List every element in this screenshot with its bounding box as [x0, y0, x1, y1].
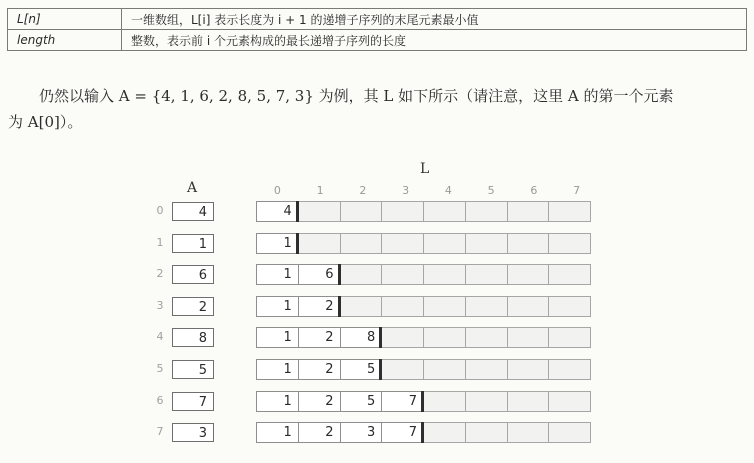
array-l-cell: 3	[340, 422, 383, 443]
array-a-cell: 5	[172, 360, 214, 379]
array-l-cell	[423, 422, 466, 443]
array-l-cell	[423, 296, 466, 317]
paragraph-line-1: 仍然以输入 A = {4, 1, 6, 2, 8, 5, 7, 3} 为例，其 L 如下所示（请注意，这里 A 的第一个元素	[39, 87, 674, 105]
length-marker	[296, 201, 299, 222]
variable-name: L[n]	[8, 9, 122, 30]
l-column-index: 3	[402, 184, 410, 197]
array-l-cell: 4	[256, 201, 299, 222]
array-l-cell	[423, 327, 466, 348]
array-l-cell	[507, 422, 550, 443]
array-a-cell: 8	[172, 328, 214, 347]
paragraph-line-2: 为 A[0]）。	[8, 113, 83, 131]
array-l-row	[256, 327, 598, 348]
array-l-cell	[507, 264, 550, 285]
row-index: 5	[156, 362, 164, 375]
array-l-row	[256, 359, 598, 380]
array-a-cell: 1	[172, 234, 214, 253]
row-index: 7	[156, 425, 164, 439]
array-l-cell	[507, 296, 550, 317]
length-marker	[379, 327, 382, 348]
array-l-cell	[298, 201, 341, 222]
array-l-cell	[423, 233, 466, 254]
array-l-cell	[381, 264, 424, 285]
variable-description: 一维数组，L[i] 表示长度为 i + 1 的递增子序列的末尾元素最小值	[122, 9, 747, 30]
length-marker	[338, 296, 341, 317]
array-l-cell	[507, 391, 550, 412]
array-l-cell: 6	[298, 264, 341, 285]
array-l-cell: 5	[340, 391, 383, 412]
array-l-cell	[548, 296, 591, 317]
length-marker	[296, 233, 299, 254]
array-l-cell	[423, 359, 466, 380]
array-l-cell	[465, 264, 508, 285]
l-column-index: 7	[573, 184, 581, 197]
array-l-cell: 2	[298, 391, 341, 412]
array-l-cell: 2	[298, 296, 341, 317]
array-l-row	[256, 201, 598, 222]
array-l-cell: 1	[256, 391, 299, 412]
array-a-cell: 7	[172, 392, 214, 411]
array-l-cell: 1	[256, 296, 299, 317]
array-l-cell: 8	[340, 327, 383, 348]
array-l-cell	[423, 201, 466, 222]
array-l-cell	[381, 201, 424, 222]
array-l-cell	[423, 264, 466, 285]
l-column-index: 4	[444, 184, 452, 197]
array-l-cell: 2	[298, 327, 341, 348]
array-l-cell	[340, 296, 383, 317]
length-marker	[421, 422, 424, 443]
array-l-cell	[423, 391, 466, 412]
array-l-cell: 5	[340, 359, 383, 380]
array-l-cell	[465, 233, 508, 254]
length-marker	[338, 264, 341, 285]
array-l-cell	[548, 422, 591, 443]
l-column-index: 1	[316, 184, 324, 197]
array-l-cell	[340, 201, 383, 222]
array-l-cell: 2	[298, 422, 341, 443]
array-l-cell: 1	[256, 359, 299, 380]
array-l-cell	[465, 422, 508, 443]
row-index: 1	[156, 235, 164, 249]
array-l-cell: 1	[256, 422, 299, 443]
array-l-cell: 1	[256, 327, 299, 348]
array-a-cell: 6	[172, 265, 214, 284]
array-l-cell	[548, 201, 591, 222]
length-marker	[421, 391, 424, 412]
array-a-cell: 3	[172, 423, 214, 442]
array-l-cell	[507, 233, 550, 254]
array-l-row	[256, 422, 598, 443]
array-l-cell	[465, 391, 508, 412]
array-l-row	[256, 264, 598, 285]
array-l-cell	[548, 391, 591, 412]
array-l-cell	[465, 201, 508, 222]
array-l-cell	[507, 327, 550, 348]
variable-name: length	[8, 30, 122, 51]
array-l-row	[256, 391, 598, 412]
array-l-cell	[548, 327, 591, 348]
array-l-cell	[507, 359, 550, 380]
array-l-cell: 7	[381, 391, 424, 412]
array-l-cell	[465, 296, 508, 317]
array-l-cell	[298, 233, 341, 254]
array-l-cell	[465, 359, 508, 380]
row-index: 2	[156, 267, 164, 281]
array-l-cell: 1	[256, 264, 299, 285]
array-a-cell: 4	[172, 202, 214, 221]
array-l-cell	[548, 264, 591, 285]
array-l-cell	[381, 359, 424, 380]
l-column-index: 6	[530, 184, 538, 197]
array-l-cell	[340, 264, 383, 285]
row-index: 3	[156, 298, 164, 312]
array-l-label: L	[420, 161, 430, 177]
row-index: 0	[156, 204, 164, 217]
array-l-cell	[465, 327, 508, 348]
array-l-cell	[381, 296, 424, 317]
array-l-cell: 1	[256, 233, 299, 254]
length-marker	[379, 359, 382, 380]
array-a-cell: 2	[172, 297, 214, 316]
array-l-cell: 2	[298, 359, 341, 380]
l-column-index: 5	[487, 184, 495, 197]
array-l-cell	[381, 233, 424, 254]
array-l-cell	[548, 359, 591, 380]
row-index: 4	[156, 330, 164, 344]
array-l-row	[256, 233, 598, 254]
array-l-cell	[548, 233, 591, 254]
array-l-cell: 7	[381, 422, 424, 443]
array-l-cell	[340, 233, 383, 254]
row-index: 6	[156, 393, 164, 407]
variable-description: 整数，表示前 i 个元素构成的最长递增子序列的长度	[122, 30, 747, 51]
array-l-row	[256, 296, 598, 317]
array-a-label: A	[187, 180, 198, 196]
array-l-cell	[507, 201, 550, 222]
l-column-index: 0	[273, 184, 281, 197]
array-l-cell	[381, 327, 424, 348]
l-column-index: 2	[359, 184, 367, 197]
